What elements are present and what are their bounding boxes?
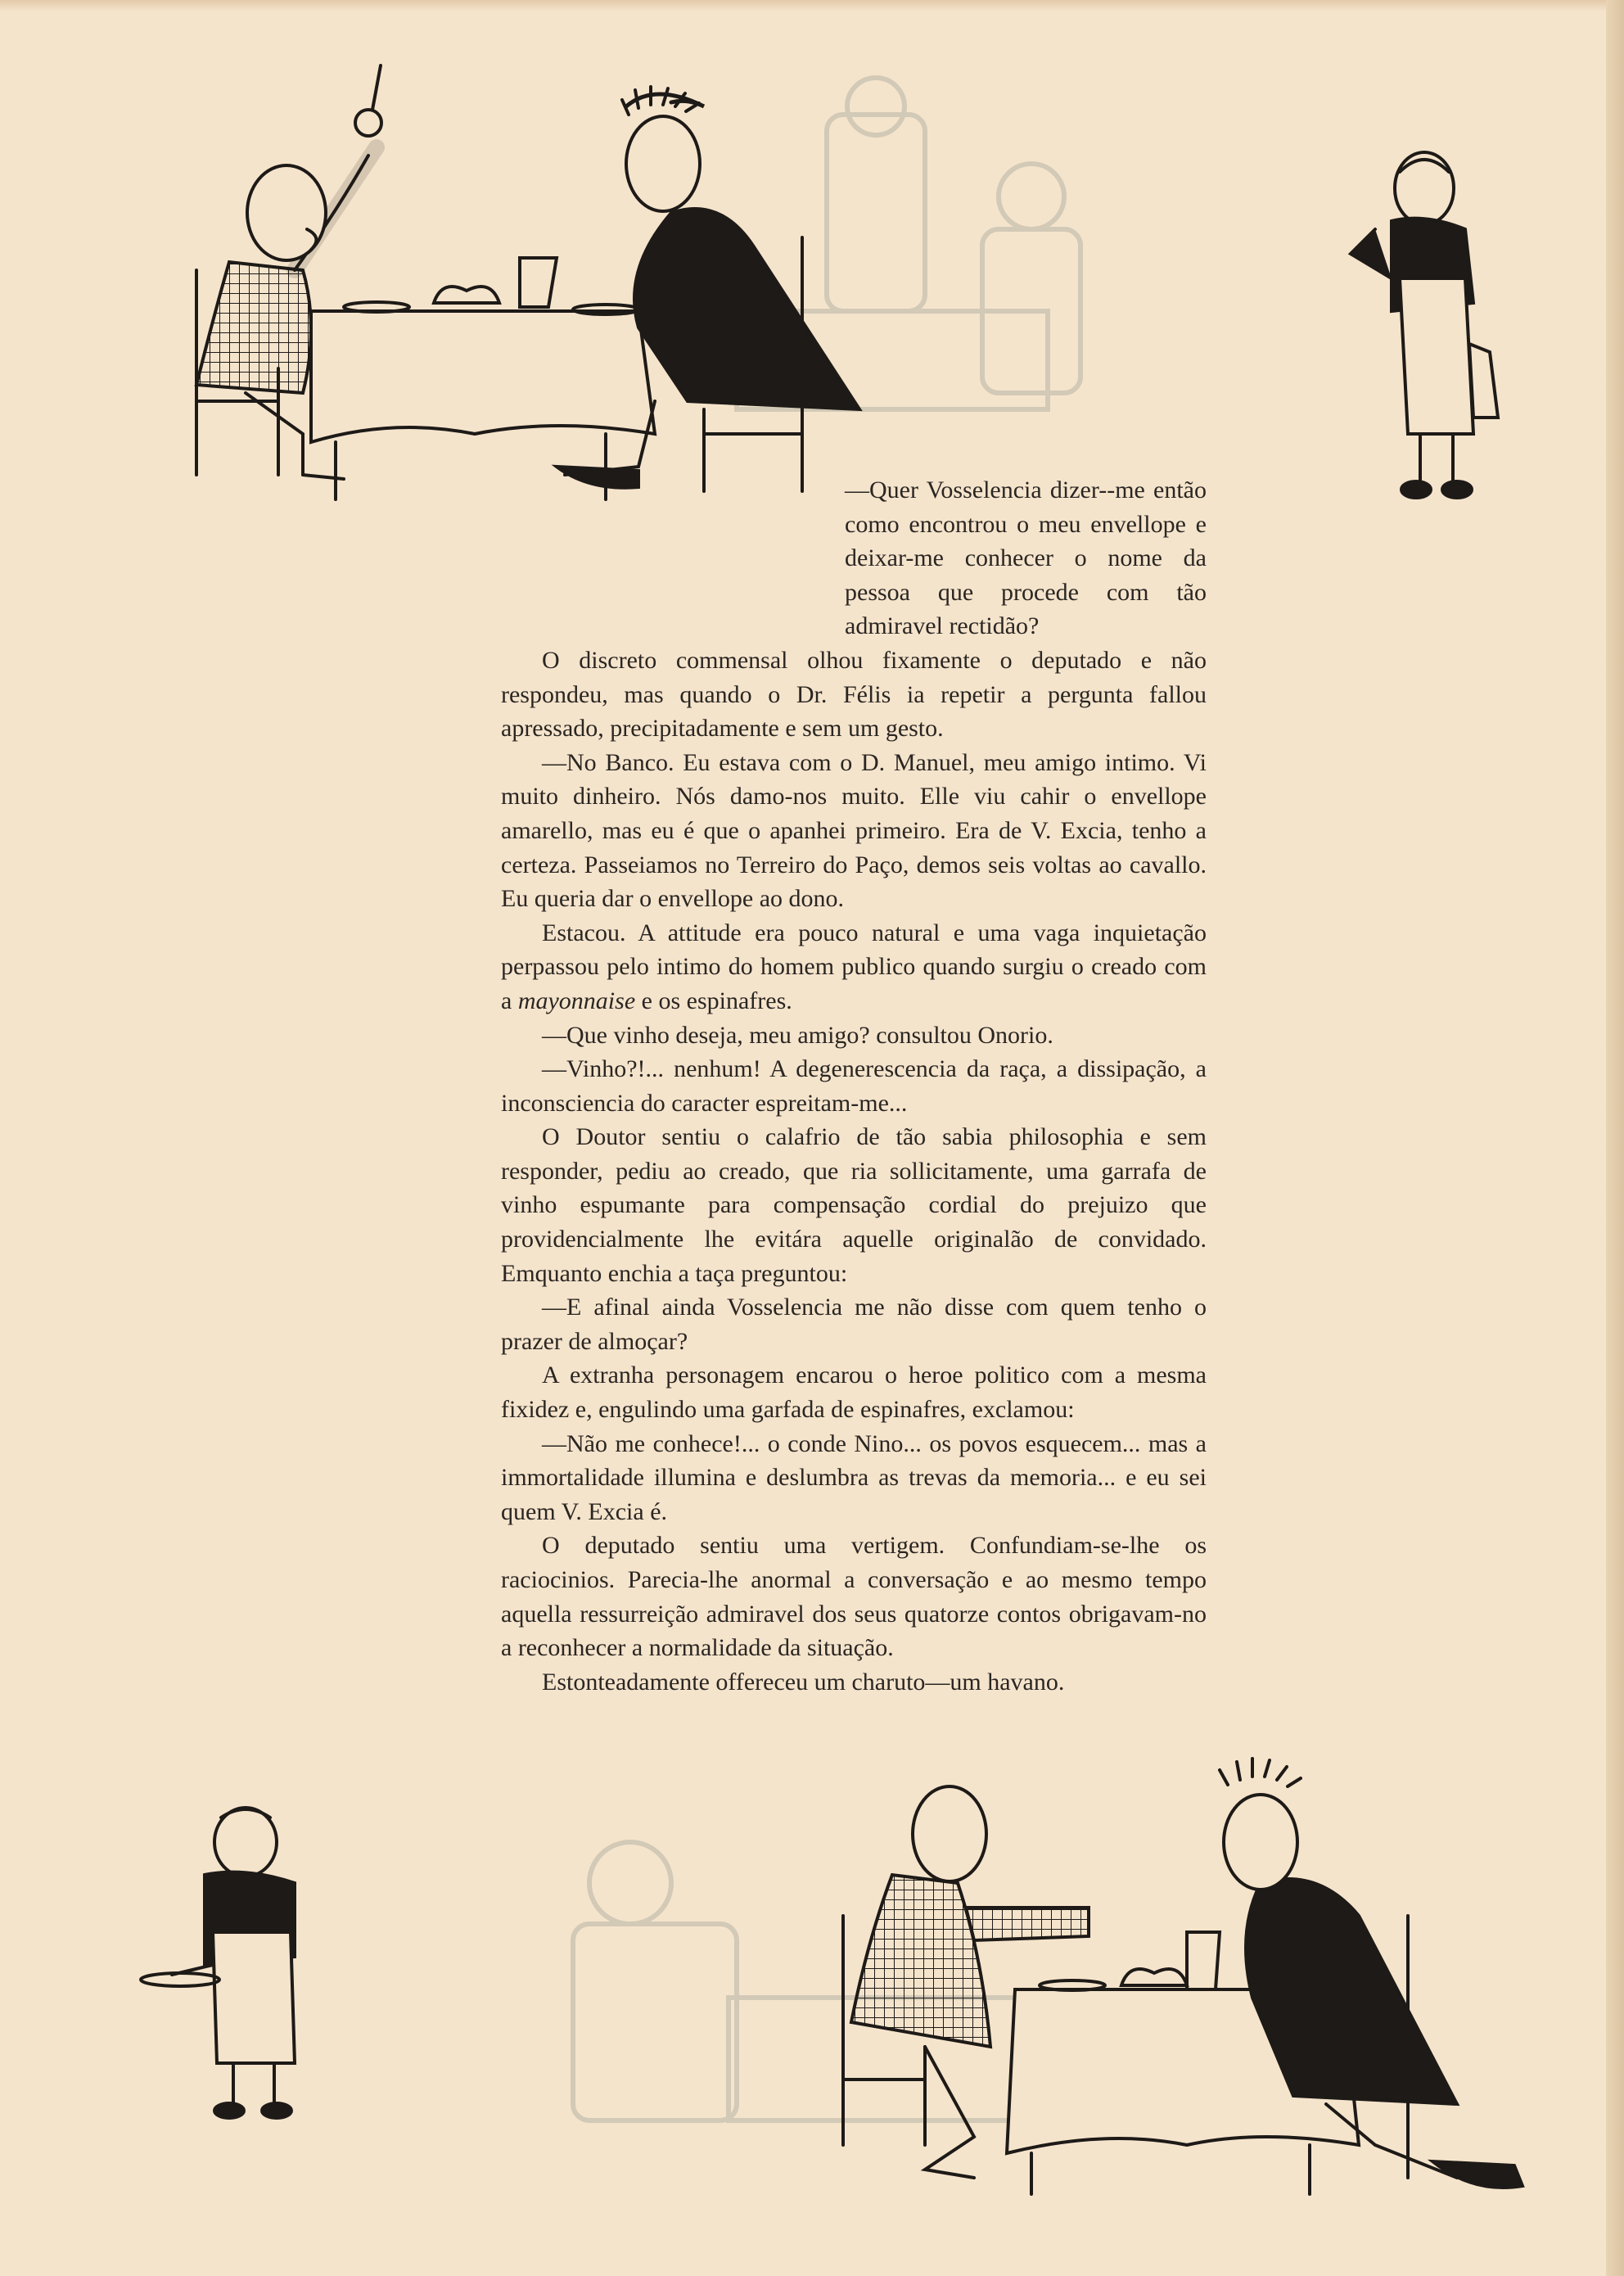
paragraph-4-tail: e os espinafres. bbox=[635, 987, 792, 1014]
paragraph-10: —Não me conhece!... o conde Nino... os povos esquecem... mas a immortalidade illumina e deslumbra as trevas da memoria... e eu sei quem V. Excia é. bbox=[501, 1429, 1207, 1525]
article-text bbox=[501, 473, 1207, 1699]
page-top-edge bbox=[0, 0, 1624, 11]
paragraph-11: O deputado sentiu uma vertigem. Confundiam-se-lhe os raciocinios. Parecia-lhe anormal a conversação e ao mesmo tempo aquella ressurreição admiravel dos seus quatorze contos obrigavam-no a reconhecer a normalidade da situação. bbox=[501, 1532, 1207, 1662]
illustration-dining-scene-top bbox=[180, 57, 884, 516]
illustration-waiter-top bbox=[1326, 139, 1522, 516]
page-right-edge bbox=[1606, 0, 1624, 2276]
illustration-dining-scene-bottom bbox=[835, 1752, 1555, 2211]
paragraph-1: —Quer Vosselencia dizer--me então como encontrou o meu envellope e deixar-me conhecer o nome da pessoa que procede com tão admiravel rectidão? bbox=[845, 476, 1207, 640]
paragraph-4-italic: mayonnaise bbox=[517, 987, 636, 1014]
paragraph-4 bbox=[501, 916, 1207, 1018]
illustration-waiter-bottom bbox=[139, 1793, 352, 2137]
paragraph-9: A extranha personagem encarou o heroe politico com a mesma fixidez e, engulindo uma garfada de espinafres, exclamou: bbox=[501, 1362, 1207, 1424]
paragraph-2: O discreto commensal olhou fixamente o deputado e não respondeu, mas quando o Dr. Félis ia repetir a pergunta fallou apressado, precipitadamente e sem um gesto. bbox=[501, 646, 1207, 743]
paragraph-6: —Vinho?!... nenhum! A degenerescencia da raça, a dissipação, a inconsciencia do caracter espreitam-me... bbox=[501, 1055, 1207, 1117]
paragraph-12: Estonteadamente offereceu um charuto—um havano. bbox=[542, 1668, 1065, 1696]
paragraph-7: O Doutor sentiu o calafrio de tão sabia philosophia e sem responder, pediu ao creado, que ria sollicitamente, uma garrafa de vinho espumante para compensação cordial do prejuizo que providencialmente lhe evitára aquelle originalão de convidado. Emquanto enchia a taça preguntou: bbox=[501, 1123, 1207, 1287]
paragraph-3: —No Banco. Eu estava com o D. Manuel, meu amigo intimo. Vi muito dinheiro. Nós damo-nos muito. Elle viu cahir o envellope amarello, mas eu é que o apanhei primeiro. Era de V. Excia, tenho a certeza. Passeiamos no Terreiro do Paço, demos seis voltas ao cavallo. Eu queria dar o envellope ao dono. bbox=[501, 748, 1207, 913]
paragraph-4-lead: Estacou. A attitude era pouco natural e uma vaga inquietação perpassou pelo intimo do homem publico quando surgiu o creado com a bbox=[501, 919, 1207, 1014]
paragraph-5: —Que vinho deseja, meu amigo? consultou Onorio. bbox=[542, 1021, 1053, 1049]
paragraph-8: —E afinal ainda Vosselencia me não disse com quem tenho o prazer de almoçar? bbox=[501, 1294, 1207, 1355]
